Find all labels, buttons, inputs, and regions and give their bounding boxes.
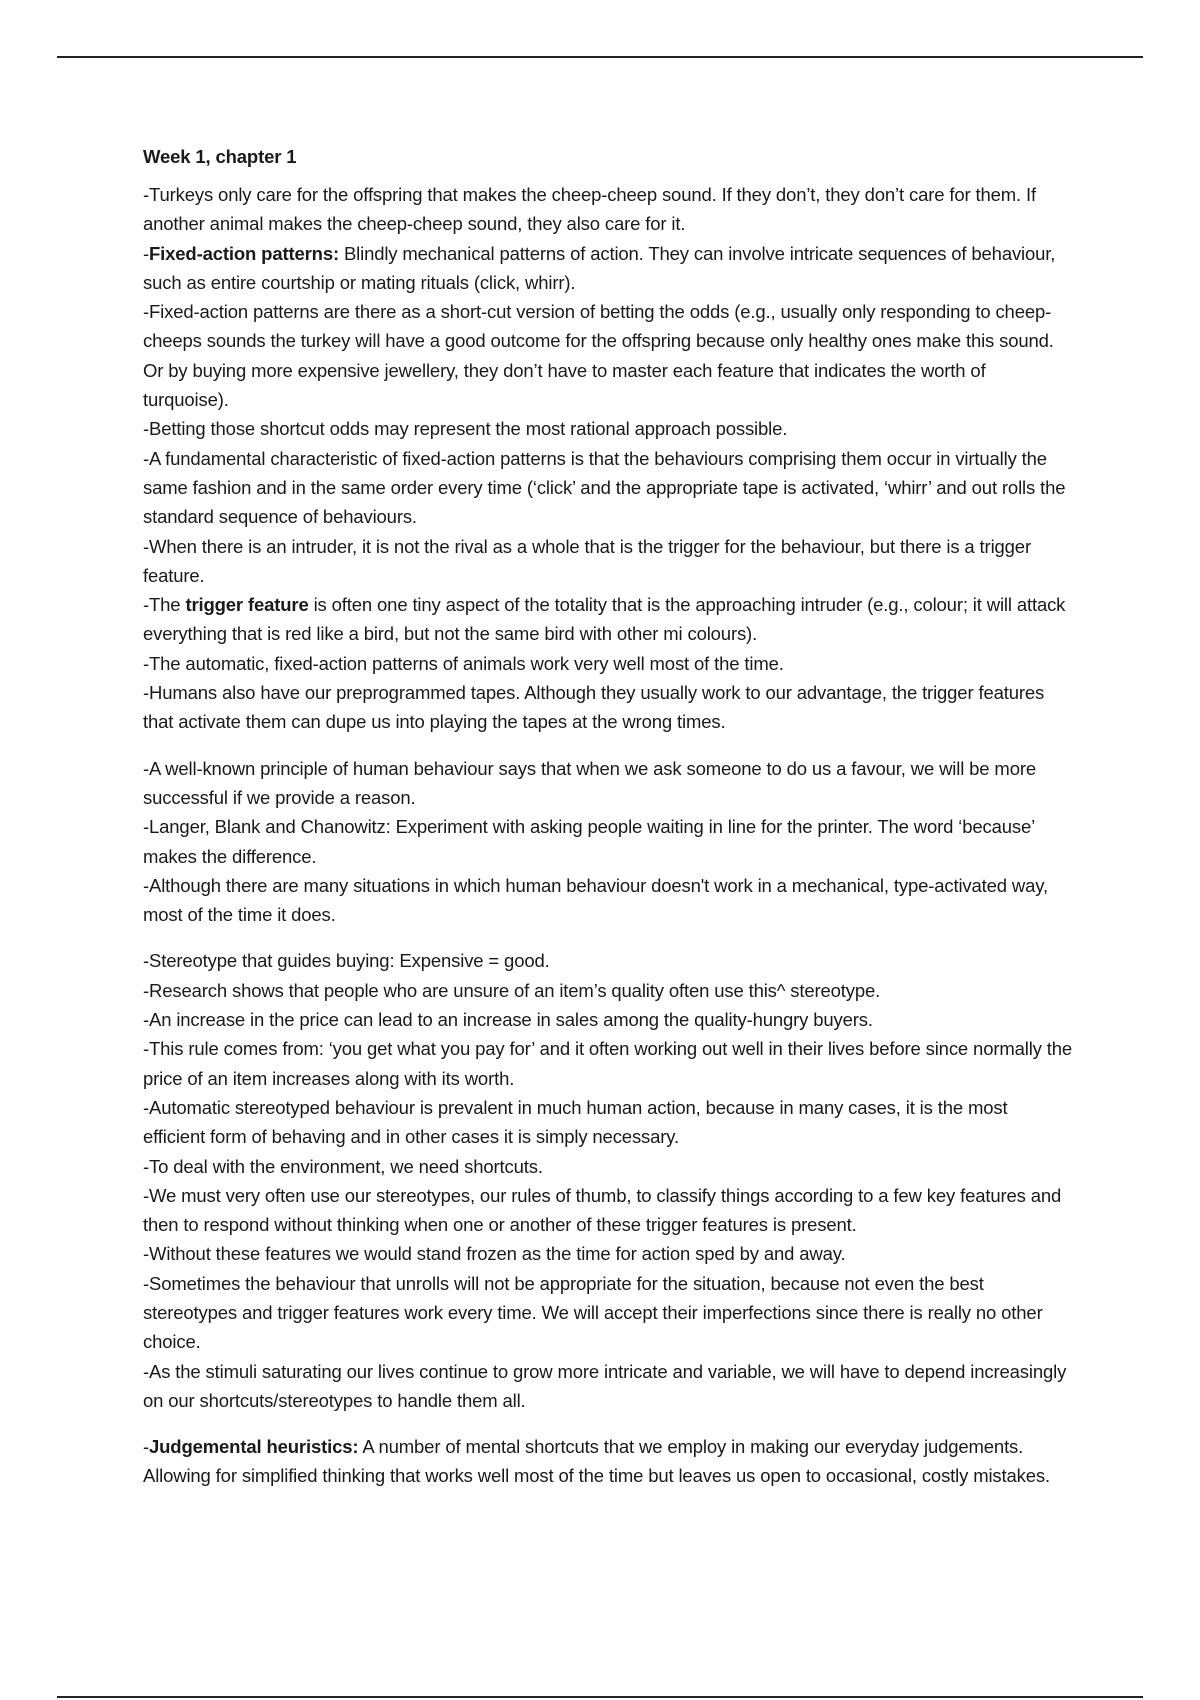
paragraph <box>143 590 1073 649</box>
paragraph-text: -Betting those shortcut odds may represent the most rational approach possible. <box>143 418 788 440</box>
paragraph-text: -When there is an intruder, it is not the rival as a whole that is the trigger for the behaviour, but there is a trigger feature. <box>143 535 1031 586</box>
paragraph <box>143 1269 1073 1357</box>
paragraph-text: -An increase in the price can lead to an increase in sales among the quality-hungry buyers. <box>143 1009 873 1031</box>
paragraph-text: -A fundamental characteristic of fixed-action patterns is that the behaviours comprising them occur in virtually the same fashion and in the same order every time (‘click’ and the appropriate tape is activated, ‘whirr’ and out rolls the standard sequence of behaviours. <box>143 447 1066 528</box>
paragraph-text: -As the stimuli saturating our lives continue to grow more intricate and variable, we will have to depend increasingly on our shortcuts/stereotypes to handle them all. <box>143 1360 1067 1411</box>
paragraph <box>143 649 1073 678</box>
paragraph-text: -We must very often use our stereotypes, our rules of thumb, to classify things according to a few key features and then to respond without thinking when one or another of these trigger features is present. <box>143 1184 1062 1236</box>
paragraph <box>143 1152 1073 1181</box>
paragraph <box>143 239 1073 298</box>
paragraph <box>143 1357 1073 1416</box>
paragraph-text: -Sometimes the behaviour that unrolls will not be appropriate for the situation, because not even the best stereotypes and trigger features work every time. We will accept their imperfections since there is really no other choice. <box>143 1272 1043 1353</box>
paragraph-text: -Although there are many situations in which human behaviour doesn't work in a mechanical, type-activated way, most of the time it does. <box>143 874 1048 926</box>
paragraph <box>143 1005 1073 1034</box>
paragraph-text: -Stereotype that guides buying: Expensive = good. <box>143 950 550 972</box>
paragraph-text: -Without these features we would stand frozen as the time for action sped by and away. <box>143 1243 846 1265</box>
paragraph <box>143 444 1073 532</box>
document-body <box>143 142 1073 1508</box>
paragraph-text: -This rule comes from: ‘you get what you pay for’ and it often working out well in their lives before since normally the price of an item increases along with its worth. <box>143 1038 1073 1089</box>
paragraph-text: - <box>143 1436 150 1458</box>
paragraph-text: -Humans also have our preprogrammed tapes. Although they usually work to our advantage, the trigger features that activate them can dupe us into playing the tapes at the wrong times. <box>143 682 1045 733</box>
paragraph-text: -The <box>143 594 186 616</box>
paragraph <box>143 1093 1073 1152</box>
paragraph <box>143 678 1073 737</box>
paragraph <box>143 754 1073 813</box>
paragraph-text: Blindly mechanical patterns of action. They can involve intricate sequences of behaviour, such as entire courtship or mating rituals (click, whirr). <box>143 242 1056 293</box>
paragraph-text: -A well-known principle of human behaviour says that when we ask someone to do us a favour, we will be more successful if we provide a reason. <box>143 757 1036 808</box>
paragraph <box>143 532 1073 591</box>
paragraph-text: -Langer, Blank and Chanowitz: Experiment with asking people waiting in line for the printer. The word ‘because’ makes the difference. <box>143 816 1035 867</box>
paragraph <box>143 812 1073 871</box>
paragraph <box>143 414 1073 443</box>
bold-term: trigger feature <box>185 594 309 616</box>
paragraph <box>143 1432 1073 1491</box>
paragraph-text: - <box>143 242 150 264</box>
paragraph-text: -Turkeys only care for the offspring that makes the cheep-cheep sound. If they don’t, they don’t care for them. If another animal makes the cheep-cheep sound, they also care for it. <box>143 184 1036 235</box>
paragraph <box>143 871 1073 930</box>
paragraph <box>143 976 1073 1005</box>
paragraph-group <box>143 180 1073 737</box>
paragraph-group <box>143 754 1073 930</box>
paragraph <box>143 297 1073 414</box>
bold-term: Judgemental heuristics: <box>149 1436 359 1458</box>
paragraph <box>143 1034 1073 1093</box>
bold-term: Fixed-action patterns: <box>149 242 339 264</box>
paragraph-text: -Fixed-action patterns are there as a short-cut version of betting the odds (e.g., usually only responding to cheep-cheeps sounds the turkey will have a good outcome for the offspring because only healthy ones make this sound. Or by buying more expensive jewellery, they don’t have to master each feature that indicates the worth of turquoise). <box>143 301 1054 411</box>
paragraph <box>143 946 1073 975</box>
bottom-rule <box>57 1696 1143 1698</box>
paragraph-text: -Automatic stereotyped behaviour is prevalent in much human action, because in many cases, it is the most efficient form of behaving and in other cases it is simply necessary. <box>143 1096 1008 1148</box>
paragraph-groups <box>143 180 1073 1491</box>
document-heading: Week 1, chapter 1 <box>143 146 297 167</box>
top-rule <box>57 56 1143 58</box>
paragraph-text: -The automatic, fixed-action patterns of animals work very well most of the time. <box>143 652 784 674</box>
paragraph <box>143 1239 1073 1268</box>
paragraph-group <box>143 946 1073 1415</box>
paragraph <box>143 1181 1073 1240</box>
paragraph-text: A number of mental shortcuts that we employ in making our everyday judgements. Allowing for simplified thinking that works well most of the time but leaves us open to occasional, costly mistakes. <box>143 1436 1050 1487</box>
paragraph-text: is often one tiny aspect of the totality that is the approaching intruder (e.g., colour; it will attack everything that is red like a bird, but not the same bird with other mi colours). <box>143 594 1066 645</box>
paragraph <box>143 180 1073 239</box>
paragraph-text: -To deal with the environment, we need shortcuts. <box>143 1155 543 1177</box>
paragraph-text: -Research shows that people who are unsure of an item’s quality often use this^ stereotype. <box>143 979 881 1001</box>
paragraph-group <box>143 1432 1073 1491</box>
